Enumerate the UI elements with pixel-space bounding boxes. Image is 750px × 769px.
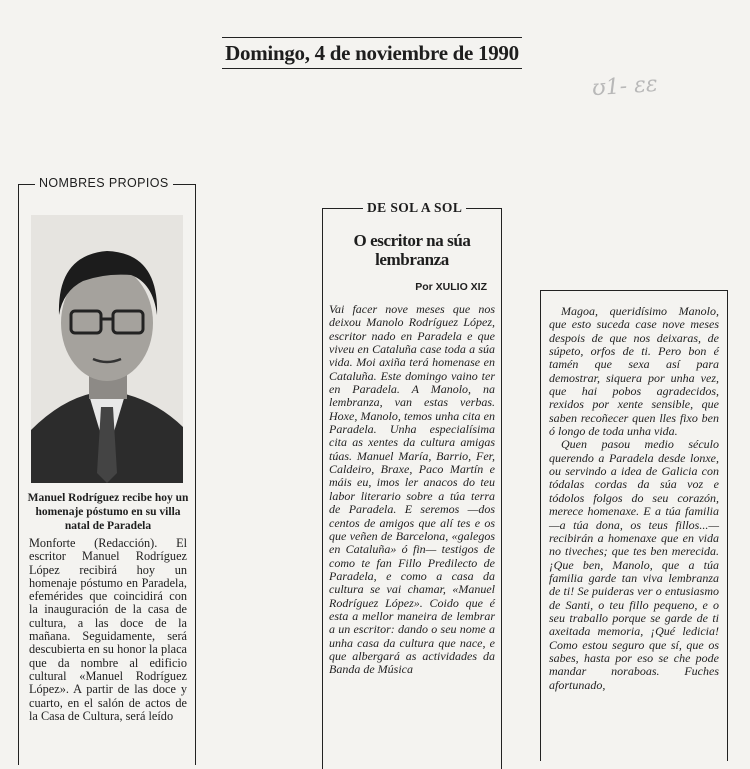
nombres-propios-article [18,176,196,765]
newspaper-date: Domingo, 4 de noviembre de 1990 [222,37,522,69]
section-label: NOMBRES PROPIOS [35,176,173,190]
paragraph: Quen pasou medio século querendo a Paradela desde lonxe, ou servindo a idea de Galicia con tódalas cordas da súa voz e tódolos folgos do seu corazón, merece homenaxe. E a túa familia —a túa dona, os teus fillos...— recibirán a homenaxe que en vida no tiveches; que tes ben merecida. ¡Que ben, Manolo, que a túa familia garde tan viva lembranza de ti! Se puideras ver o entusiasmo de Santi, o teu fillo pequeno, e o seu traballo porque se garde de ti axeitada memoria, ¡Qué ledicia! Como estou seguro que sí, que os sabes, hasta por eso se che pode mandar noraboas. Fuches afortunado, [549,437,719,692]
portrait-image [31,215,183,483]
de-sol-a-sol-article [322,200,502,769]
handwritten-note: ʊ1- ɛɛ [591,71,659,102]
paragraph: Magoa, queridísimo Manolo, que esto suceda case nove meses despois de que nos deixaras, de súpeto, orfos de ti. Pero bon é tamén que sexa así para demostrar, siquera por unha vez, que hai pobos agradecidos, rexidos por xente sensible, que saben recoñecer quen lles fixo ben ó longo de toda unha vida. [549,304,719,439]
article-headline: O escritor na súa lembranza [353,231,471,269]
article-body: Monforte (Redacción). El escritor Manuel Rodríguez López recibirá hoy un homenaje póstumo en Paradela, efemérides que coincidirá con la inauguración de la casa de cultura, a las doce de la mañana. Seguidamente, será descubierta en su honor la placa que da nombre al edificio cultural «Manuel Rodríguez López». A partir de las doce y cuarto, en el salón de actos de la Casa de Cultura, será leído [29,536,187,723]
portrait-photo [31,215,183,483]
article-body-continued [549,305,719,692]
section-label: DE SOL A SOL [363,200,466,216]
photo-caption: Manuel Rodríguez recibe hoy un homenaje póstumo en su villa natal de Paradela [27,492,189,532]
article-body: Vai facer nove meses que nos deixou Manolo Rodríguez López, escritor nado en Paradela e que viveu en Cataluña case toda a súa vida. Moi axiña terá homenase en Cataluña. Este domingo vaino ter en Paradela. A Manolo, na lembranza, van estas verbas. Hoxe, Manolo, temos unha cita en Paradela. Unha especialísima cita as xentes da cultura amigas túas. Manuel María, Barrio, Fer, Caldeiro, Braxe, Paco Martín e máis eu, imos ler anacos do teu labor literario sobre a túa terra de Paradela. E seremos —dos centos de amigos que alí tes e os que veñen de Barcelona, «galegos en Cataluña» ó fin— testigos de como te fan Fillo Predilecto de Paradela, e como a casa da cultura se vai chamar, «Manuel Rodríguez López». Coido que é esta a mellor maneira de lembrar a un escritor: dando o seu nome a unha casa da cultura que nace, e que albergará as actividades da Banda de Música [329,302,495,677]
article-byline: Por XULIO XIZ [415,281,487,293]
article-continuation [540,290,728,761]
